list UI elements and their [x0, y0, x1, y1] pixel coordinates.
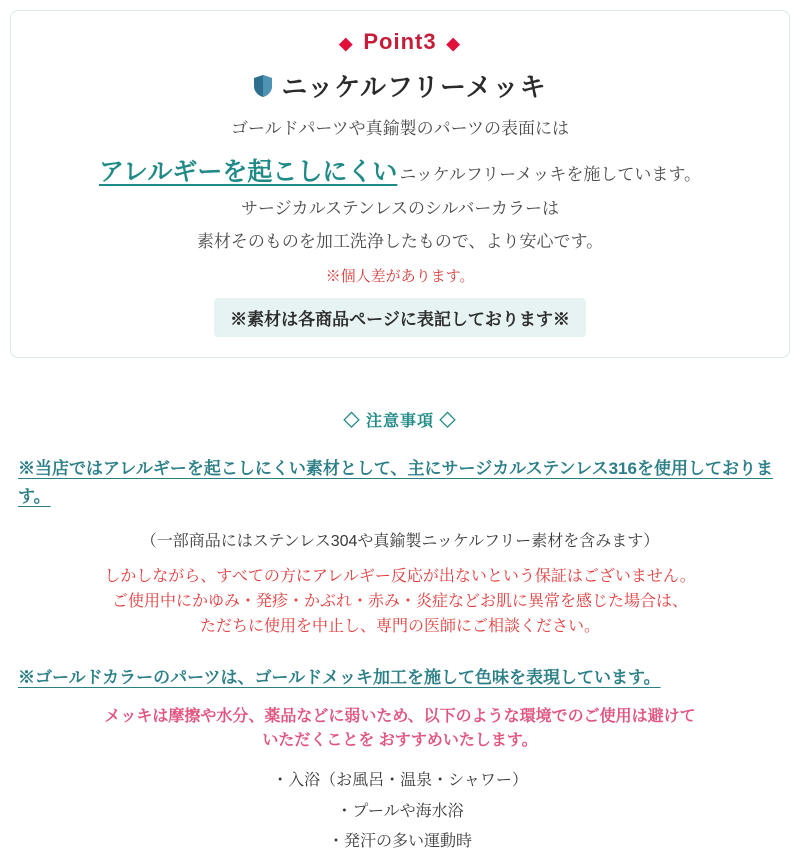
- shield-icon: [253, 74, 273, 98]
- panel-line-1: ゴールドパーツや真鍮製のパーツの表面には: [25, 116, 775, 142]
- notes-warning-line-1: しかしながら、すべての方にアレルギー反応が出ないという保証はございません。: [18, 565, 782, 590]
- list-item: ・発汗の多い運動時: [18, 827, 782, 857]
- panel-line-3: 素材そのものを加工洗浄したもので、より安心です。: [25, 229, 775, 255]
- point3-label: Point3: [363, 29, 436, 55]
- notes-plating-line-1: メッキは摩擦や水分、薬品などに弱いため、以下のような環境でのご使用は避けて: [18, 705, 782, 730]
- panel-emphasis-suffix: ニッケルフリーメッキを施しています。: [399, 160, 701, 185]
- notes-section: [6, 408, 794, 857]
- panel-emphasis-text: アレルギーを起こしにくい: [99, 152, 397, 188]
- list-item: ・プールや海水浴: [18, 797, 782, 827]
- notes-warning-block: [18, 565, 782, 639]
- notes-heading-1: ※当店ではアレルギーを起こしにくい素材として、主にサージカルステンレス316を使用しております。: [18, 455, 782, 513]
- notes-warning-line-2: ご使用中にかゆみ・発疹・かぶれ・赤み・炎症などお肌に異常を感じた場合は、: [18, 590, 782, 615]
- notes-title: ◇ 注意事項 ◇: [18, 408, 782, 431]
- point3-panel: [10, 10, 790, 358]
- point3-title-text: ニッケルフリーメッキ: [281, 67, 546, 104]
- panel-individual-note: ※個人差があります。: [25, 265, 775, 286]
- notes-plating-line-2: いただくことを おすすめいたします。: [18, 729, 782, 754]
- notes-sub-1: （一部商品にはステンレス304や真鍮製ニッケルフリー素材を含みます）: [18, 528, 782, 551]
- diamond-icon-right: ◆: [447, 35, 461, 52]
- material-badge: ※素材は各商品ページに表記しております※: [214, 298, 586, 337]
- panel-emphasis-row: [25, 152, 775, 188]
- point3-header: [25, 29, 775, 55]
- list-item: ・入浴（お風呂・温泉・シャワー）: [18, 766, 782, 796]
- panel-line-2: サージカルステンレスのシルバーカラーは: [25, 196, 775, 222]
- notes-heading-2: ※ゴールドカラーのパーツは、ゴールドメッキ加工を施して色味を表現しています。: [18, 664, 782, 693]
- point3-title-row: [25, 67, 775, 104]
- notes-plating-block: [18, 705, 782, 755]
- notes-warning-line-3: ただちに使用を中止し、専門の医師にご相談ください。: [18, 615, 782, 640]
- notes-bullet-list: [18, 766, 782, 857]
- page-root: [0, 10, 800, 810]
- diamond-icon-left: ◆: [339, 35, 353, 52]
